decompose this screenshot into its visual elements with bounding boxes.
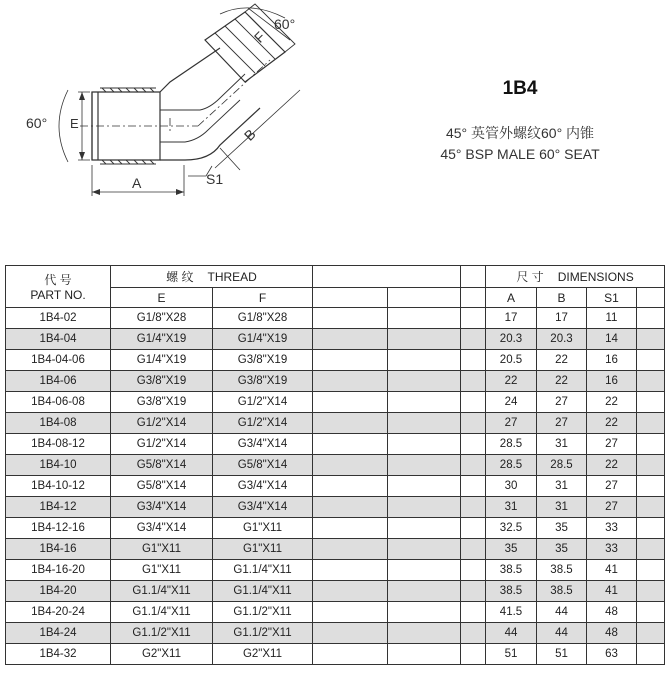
header-row-1 — [6, 266, 665, 288]
blank-cell — [388, 392, 461, 413]
thread-e-cell: G3/4"X14 — [111, 518, 213, 539]
dim-b-cell: 27 — [537, 413, 587, 434]
col-s1-header: S1 — [587, 288, 637, 308]
blank-cell — [313, 434, 388, 455]
blank-cell — [388, 644, 461, 665]
part-no-header — [6, 266, 111, 308]
thread-e-cell: G1/4"X19 — [111, 350, 213, 371]
dim-s1-cell: 41 — [587, 581, 637, 602]
dim-b-cell: 38.5 — [537, 581, 587, 602]
label-a: A — [132, 175, 142, 191]
blank-cell — [461, 392, 486, 413]
blank-cell — [637, 539, 665, 560]
dim-b-cell: 28.5 — [537, 455, 587, 476]
dim-a-cell: 35 — [486, 539, 537, 560]
dim-s1-cell: 33 — [587, 539, 637, 560]
thread-f-cell: G1.1/4"X11 — [213, 560, 313, 581]
elbow-body — [160, 48, 260, 160]
blank-cell — [388, 371, 461, 392]
part-no-cell: 1B4-10 — [6, 455, 111, 476]
thread-f-cell: G3/8"X19 — [213, 371, 313, 392]
blank-col-header — [313, 288, 388, 308]
blank-cell — [313, 560, 388, 581]
dim-a-cell: 28.5 — [486, 434, 537, 455]
blank-cell — [461, 371, 486, 392]
table-row — [6, 476, 665, 497]
part-no-cell: 1B4-06-08 — [6, 392, 111, 413]
dim-a-cell: 38.5 — [486, 560, 537, 581]
label-s1: S1 — [206, 171, 224, 187]
table-row — [6, 560, 665, 581]
col-a-header: A — [486, 288, 537, 308]
fitting-drawing — [20, 0, 320, 210]
dim-a-cell: 38.5 — [486, 581, 537, 602]
blank-cell — [313, 644, 388, 665]
thread-e-cell: G1/4"X19 — [111, 329, 213, 350]
dim-a-cell: 27 — [486, 413, 537, 434]
thread-f-cell: G1.1/2"X11 — [213, 602, 313, 623]
blank-cell — [461, 434, 486, 455]
blank-cell — [313, 308, 388, 329]
blank-cell — [313, 392, 388, 413]
dim-b-cell: 22 — [537, 371, 587, 392]
subtitle-chinese: 45° 英管外螺纹60° 内锥 — [445, 125, 595, 141]
thread-f-cell: G1/8"X28 — [213, 308, 313, 329]
thread-f-cell: G5/8"X14 — [213, 455, 313, 476]
dim-b-cell: 44 — [537, 623, 587, 644]
blank-cell — [461, 602, 486, 623]
blank-cell — [388, 413, 461, 434]
dim-b-cell: 51 — [537, 644, 587, 665]
blank-col-header — [388, 288, 461, 308]
table-row — [6, 371, 665, 392]
thread-e-cell: G1/2"X14 — [111, 434, 213, 455]
dim-b-cell: 17 — [537, 308, 587, 329]
dim-s1-cell: 22 — [587, 392, 637, 413]
blank-header — [313, 266, 461, 288]
blank-col-header — [461, 288, 486, 308]
table-row — [6, 308, 665, 329]
dim-s1-cell: 41 — [587, 560, 637, 581]
table-body — [6, 308, 665, 665]
col-e-header: E — [111, 288, 213, 308]
dimensions-header-en: DIMENSIONS — [557, 270, 634, 284]
dim-s1-cell: 27 — [587, 497, 637, 518]
dim-s1-cell: 11 — [587, 308, 637, 329]
dimensions-header — [486, 266, 665, 288]
blank-cell — [637, 602, 665, 623]
blank-cell — [637, 350, 665, 371]
dim-b-cell: 35 — [537, 539, 587, 560]
thread-f-cell: G1"X11 — [213, 539, 313, 560]
thread-f-cell: G1.1/2"X11 — [213, 623, 313, 644]
blank-cell — [388, 476, 461, 497]
thread-e-cell: G1.1/4"X11 — [111, 581, 213, 602]
dim-s1-cell: 63 — [587, 644, 637, 665]
blank-cell — [313, 518, 388, 539]
dimensions-header-cn: 尺 寸 — [516, 270, 544, 284]
thread-e-cell: G5/8"X14 — [111, 455, 213, 476]
part-no-cell: 1B4-04 — [6, 329, 111, 350]
part-no-header-cn: 代 号 — [44, 273, 72, 287]
dim-s1-cell: 27 — [587, 476, 637, 497]
blank-cell — [388, 518, 461, 539]
thread-f-cell: G3/4"X14 — [213, 497, 313, 518]
blank-cell — [388, 329, 461, 350]
dim-a-cell: 20.3 — [486, 329, 537, 350]
blank-cell — [313, 476, 388, 497]
thread-e-cell: G1.1/4"X11 — [111, 602, 213, 623]
dim-b-cell: 27 — [537, 392, 587, 413]
thread-e-cell: G3/8"X19 — [111, 392, 213, 413]
thread-e-cell: G1"X11 — [111, 539, 213, 560]
table-row — [6, 392, 665, 413]
blank-cell — [388, 539, 461, 560]
dim-b-cell: 38.5 — [537, 560, 587, 581]
table-row — [6, 413, 665, 434]
blank-cell — [637, 476, 665, 497]
blank-cell — [388, 560, 461, 581]
table-row — [6, 350, 665, 371]
thread-header-en: THREAD — [207, 270, 257, 284]
thread-e-cell: G3/8"X19 — [111, 371, 213, 392]
dim-b-cell: 22 — [537, 350, 587, 371]
col-b-header: B — [537, 288, 587, 308]
dim-a-cell: 51 — [486, 644, 537, 665]
blank-cell — [637, 308, 665, 329]
label-angle-top: 60° — [274, 16, 296, 32]
blank-cell — [461, 455, 486, 476]
blank-cell — [461, 497, 486, 518]
label-e: E — [70, 116, 79, 131]
table-row — [6, 455, 665, 476]
dim-a-cell: 20.5 — [486, 350, 537, 371]
part-no-cell: 1B4-02 — [6, 308, 111, 329]
dim-s1-cell: 48 — [587, 623, 637, 644]
blank-col-header — [637, 288, 665, 308]
blank-cell — [637, 434, 665, 455]
blank-cell — [461, 518, 486, 539]
thread-e-cell: G3/4"X14 — [111, 497, 213, 518]
dim-a-cell: 44 — [486, 623, 537, 644]
dim-s1-cell: 16 — [587, 350, 637, 371]
part-no-cell: 1B4-06 — [6, 371, 111, 392]
blank-cell — [313, 623, 388, 644]
dim-s1-cell: 22 — [587, 455, 637, 476]
product-code: 1B4 — [502, 78, 538, 99]
blank-cell — [461, 560, 486, 581]
blank-cell — [388, 455, 461, 476]
thread-f-cell: G3/4"X14 — [213, 476, 313, 497]
blank-cell — [637, 623, 665, 644]
dimensions-table — [5, 265, 665, 665]
part-no-cell: 1B4-24 — [6, 623, 111, 644]
blank-cell — [388, 581, 461, 602]
blank-cell — [388, 602, 461, 623]
table-row — [6, 644, 665, 665]
thread-f-cell: G1/4"X19 — [213, 329, 313, 350]
dim-a-cell: 41.5 — [486, 602, 537, 623]
dim-a-cell: 22 — [486, 371, 537, 392]
thread-e-cell: G2"X11 — [111, 644, 213, 665]
dim-a-cell: 24 — [486, 392, 537, 413]
part-no-cell: 1B4-12-16 — [6, 518, 111, 539]
thread-f-cell: G1/2"X14 — [213, 413, 313, 434]
thread-e-cell: G5/8"X14 — [111, 476, 213, 497]
dim-b-cell: 31 — [537, 476, 587, 497]
dim-a-cell: 32.5 — [486, 518, 537, 539]
thread-e-cell: G1.1/2"X11 — [111, 623, 213, 644]
table-row — [6, 539, 665, 560]
blank-cell — [313, 581, 388, 602]
blank-cell — [313, 350, 388, 371]
table-row — [6, 329, 665, 350]
blank-cell — [461, 329, 486, 350]
part-no-cell: 1B4-04-06 — [6, 350, 111, 371]
blank-cell — [388, 497, 461, 518]
dim-a-cell: 30 — [486, 476, 537, 497]
blank-cell — [313, 371, 388, 392]
subtitle-english: 45° BSP MALE 60° SEAT — [440, 146, 600, 162]
blank-cell — [461, 581, 486, 602]
blank-cell — [388, 308, 461, 329]
blank-cell — [461, 539, 486, 560]
dim-b-cell: 20.3 — [537, 329, 587, 350]
blank-cell — [461, 350, 486, 371]
blank-cell — [637, 329, 665, 350]
blank-cell — [637, 518, 665, 539]
thread-f-cell: G1.1/4"X11 — [213, 581, 313, 602]
dim-b-line — [215, 90, 300, 170]
col-f-header: F — [213, 288, 313, 308]
blank-cell — [313, 413, 388, 434]
part-no-cell: 1B4-08-12 — [6, 434, 111, 455]
dim-s1-cell: 22 — [587, 413, 637, 434]
blank-cell — [637, 497, 665, 518]
blank-cell — [388, 350, 461, 371]
part-no-cell: 1B4-20-24 — [6, 602, 111, 623]
dim-b-cell: 31 — [537, 497, 587, 518]
blank-cell — [637, 644, 665, 665]
dim-s1-cell: 16 — [587, 371, 637, 392]
blank-cell — [637, 392, 665, 413]
blank-cell — [313, 329, 388, 350]
blank-cell — [313, 539, 388, 560]
blank-cell — [637, 413, 665, 434]
table-row — [6, 497, 665, 518]
dim-s1-cell: 33 — [587, 518, 637, 539]
thread-header — [111, 266, 313, 288]
thread-header-cn: 螺 纹 — [166, 270, 194, 284]
blank-cell — [461, 476, 486, 497]
part-no-cell: 1B4-16 — [6, 539, 111, 560]
dim-s1-cell: 48 — [587, 602, 637, 623]
blank-cell — [388, 623, 461, 644]
blank-cell — [388, 434, 461, 455]
dim-a-cell: 31 — [486, 497, 537, 518]
blank-cell — [637, 371, 665, 392]
blank-cell — [313, 602, 388, 623]
part-no-cell: 1B4-16-20 — [6, 560, 111, 581]
label-b: B — [240, 125, 259, 144]
thread-f-cell: G2"X11 — [213, 644, 313, 665]
part-no-header-en: PART NO. — [30, 288, 86, 302]
dim-a-cell: 17 — [486, 308, 537, 329]
table-row — [6, 581, 665, 602]
dim-b-cell: 35 — [537, 518, 587, 539]
part-no-cell: 1B4-12 — [6, 497, 111, 518]
thread-e-cell: G1"X11 — [111, 560, 213, 581]
dim-a-cell: 28.5 — [486, 455, 537, 476]
thread-f-cell: G3/8"X19 — [213, 350, 313, 371]
thread-e-cell: G1/2"X14 — [111, 413, 213, 434]
angle-arc-left — [59, 90, 68, 162]
blank-cell — [313, 497, 388, 518]
thread-f-cell: G1/2"X14 — [213, 392, 313, 413]
blank-cell — [461, 644, 486, 665]
part-no-cell: 1B4-32 — [6, 644, 111, 665]
blank-cell — [313, 455, 388, 476]
table-row — [6, 623, 665, 644]
blank-cell — [637, 455, 665, 476]
blank-cell — [637, 560, 665, 581]
label-f: F — [250, 28, 269, 46]
blank-cell — [461, 308, 486, 329]
table-row — [6, 602, 665, 623]
table-row — [6, 434, 665, 455]
dim-s1-cell: 14 — [587, 329, 637, 350]
blank-cell — [461, 413, 486, 434]
dim-b-cell: 31 — [537, 434, 587, 455]
blank-cell — [461, 623, 486, 644]
label-angle-left: 60° — [26, 115, 48, 131]
part-no-cell: 1B4-08 — [6, 413, 111, 434]
thread-e-cell: G1/8"X28 — [111, 308, 213, 329]
blank-cell — [637, 581, 665, 602]
blank-header-narrow — [461, 266, 486, 288]
part-no-cell: 1B4-10-12 — [6, 476, 111, 497]
thread-f-cell: G3/4"X14 — [213, 434, 313, 455]
centerline — [80, 60, 270, 134]
table-row — [6, 518, 665, 539]
part-no-cell: 1B4-20 — [6, 581, 111, 602]
dim-b-cell: 44 — [537, 602, 587, 623]
thread-f-cell: G1"X11 — [213, 518, 313, 539]
dim-s1-cell: 27 — [587, 434, 637, 455]
